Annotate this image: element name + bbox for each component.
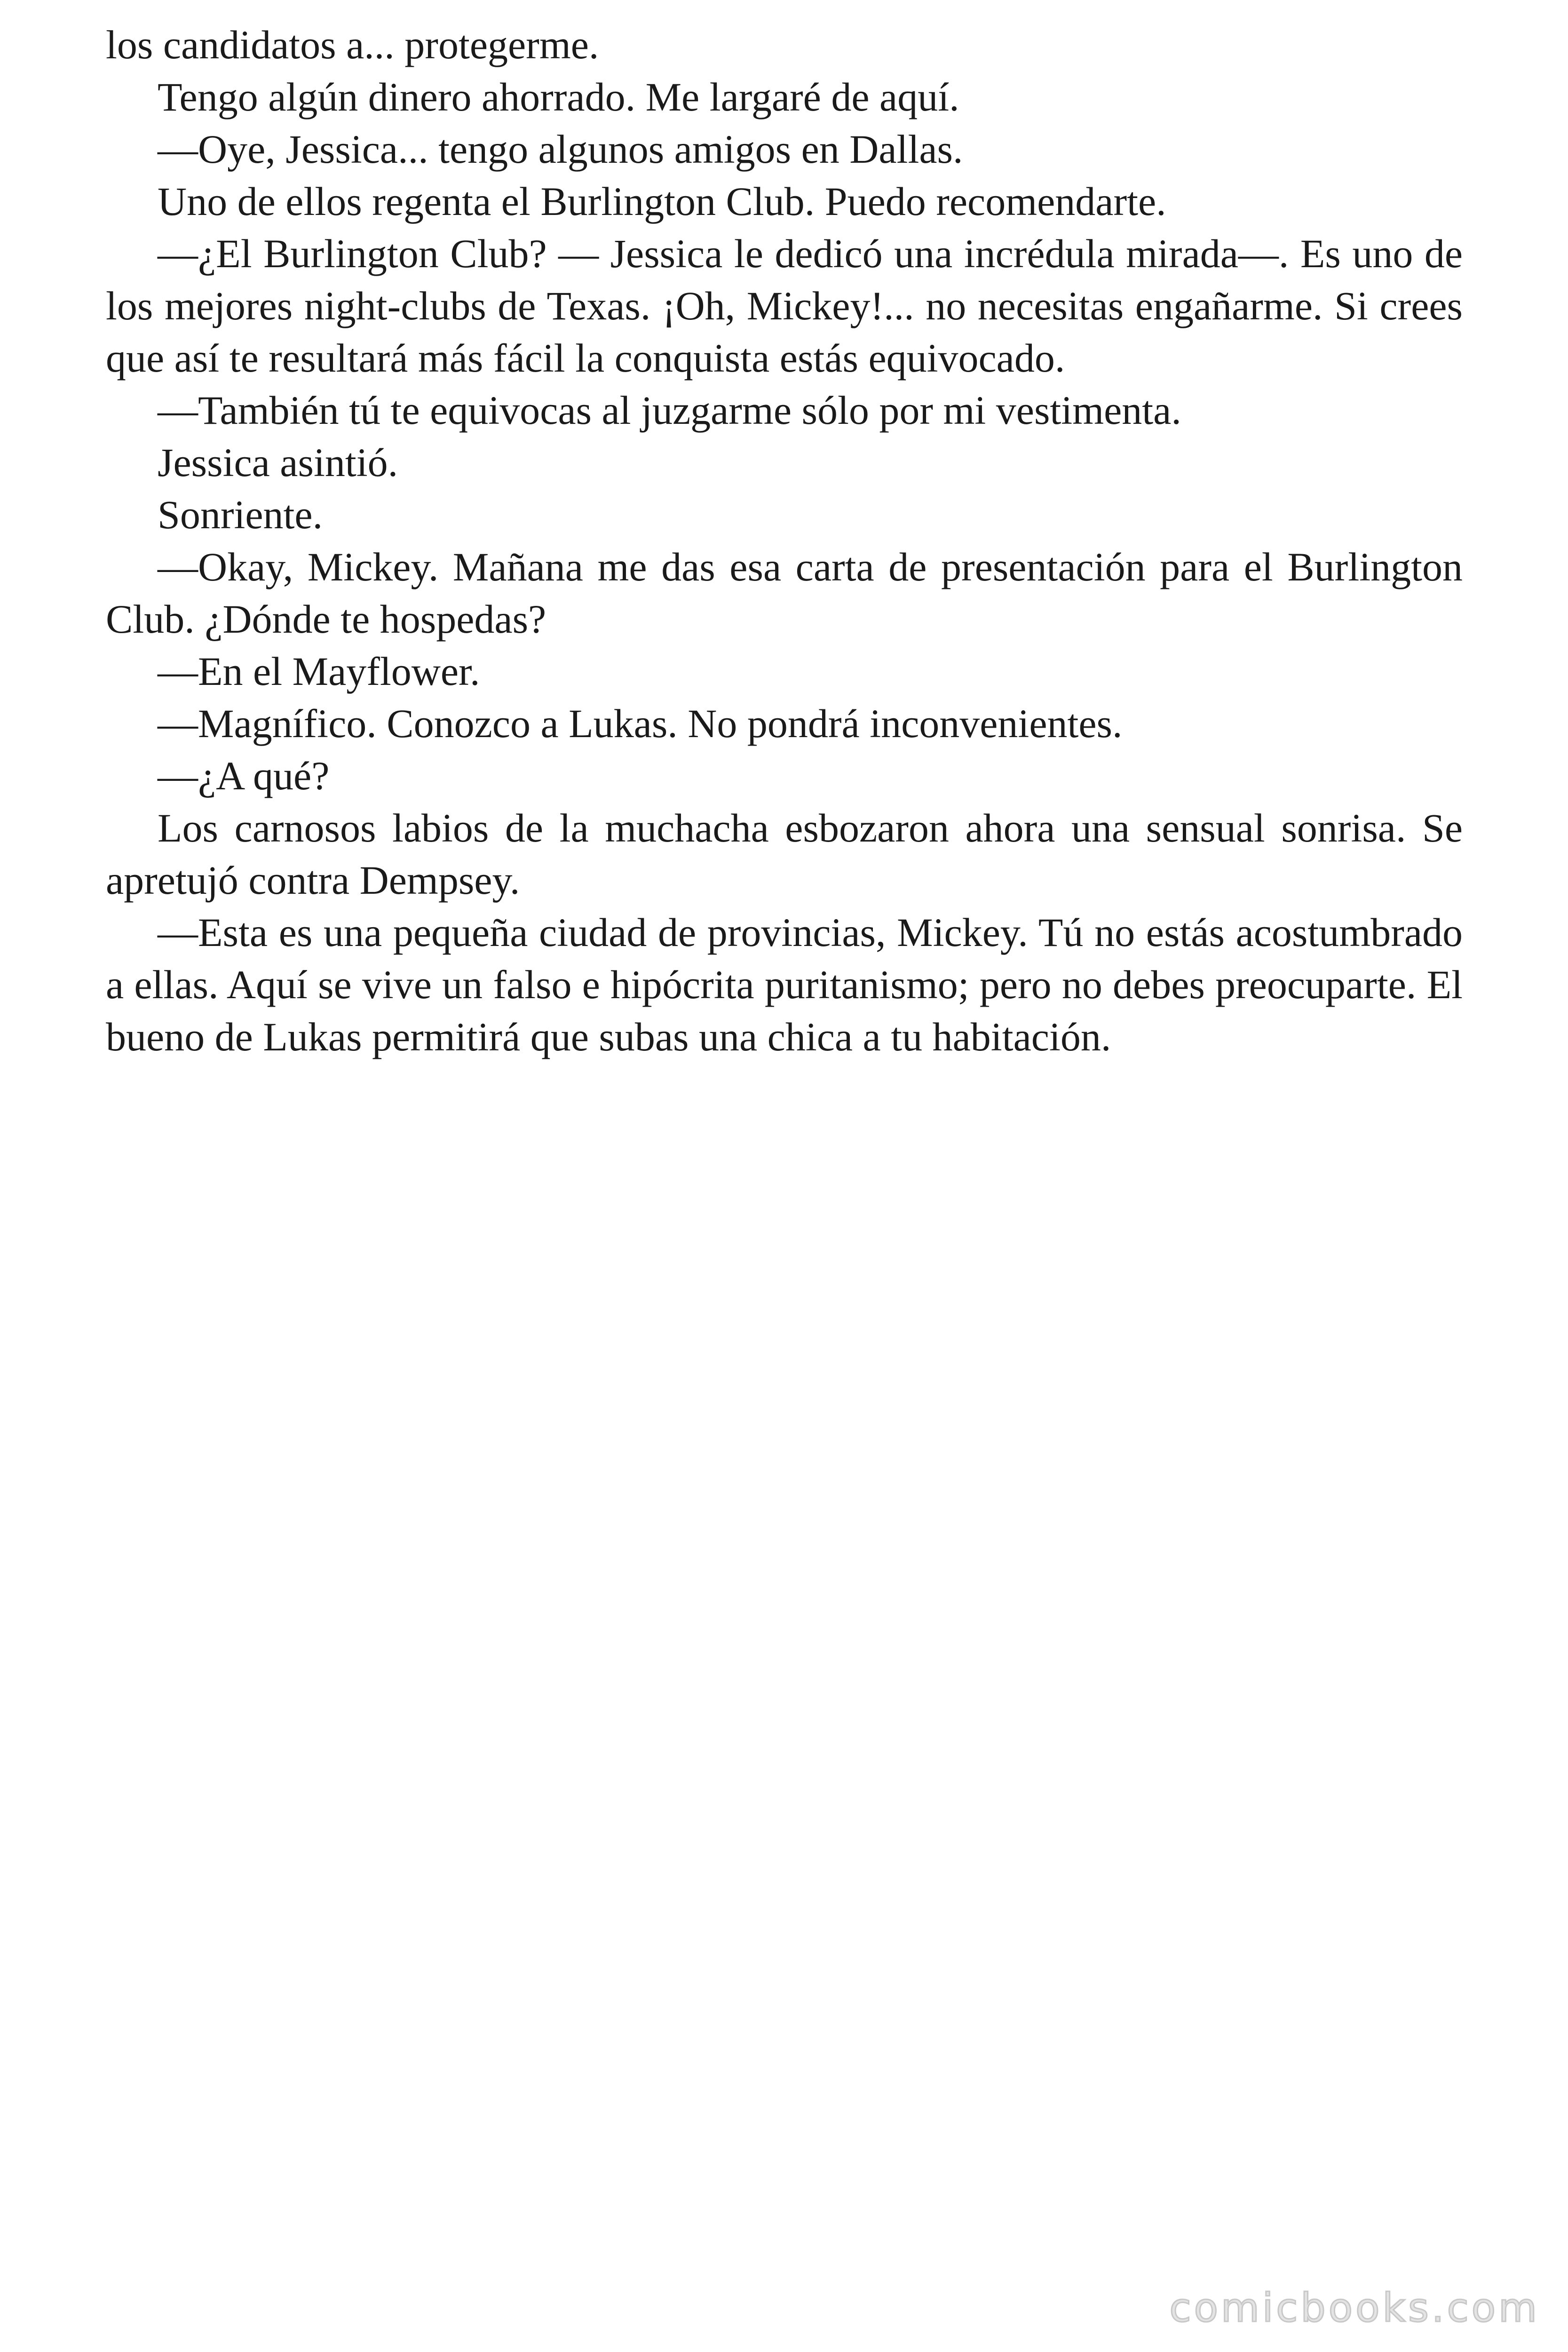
- paragraph: —También tú te equivocas al juzgarme sólo por mi vestimenta.: [158, 388, 1181, 433]
- document-page: [106, 19, 1463, 1063]
- paragraph: —¿A qué?: [158, 753, 330, 798]
- paragraph: —Oye, Jessica... tengo algunos amigos en Dallas.: [158, 127, 963, 172]
- paragraph: —Okay, Mickey. Mañana me das esa carta de presentación para el Burlington Club. ¿Dónde te hospedas?: [106, 544, 1463, 642]
- paragraph: los candidatos a... protegerme.: [106, 22, 599, 67]
- paragraph: Uno de ellos regenta el Burlington Club. Puedo recomendarte.: [158, 179, 1166, 224]
- paragraph: Los carnosos labios de la muchacha esbozaron ahora una sensual sonrisa. Se apretujó contra Dempsey.: [106, 805, 1463, 903]
- watermark: comicbooks.com: [1169, 2285, 1540, 2331]
- paragraph: —Magnífico. Conozco a Lukas. No pondrá inconvenientes.: [158, 701, 1123, 746]
- paragraph: Sonriente.: [158, 492, 323, 537]
- paragraph: Tengo algún dinero ahorrado. Me largaré de aquí.: [158, 74, 959, 119]
- paragraph: —En el Mayflower.: [158, 649, 480, 694]
- paragraph: —Esta es una pequeña ciudad de provincias, Mickey. Tú no estás acostumbrado a ellas. Aquí se vive un falso e hipócrita puritanismo; pero no debes preocuparte. El bueno de Lukas permitirá que subas una chica a tu habitación.: [106, 910, 1463, 1059]
- paragraph: Jessica asintió.: [158, 440, 398, 485]
- paragraph: —¿El Burlington Club? — Jessica le dedicó una incrédula mirada—. Es uno de los mejores night-clubs de Texas. ¡Oh, Mickey!... no necesitas engañarme. Si crees que así te resultará más fácil la conquista estás equivocado.: [106, 231, 1463, 381]
